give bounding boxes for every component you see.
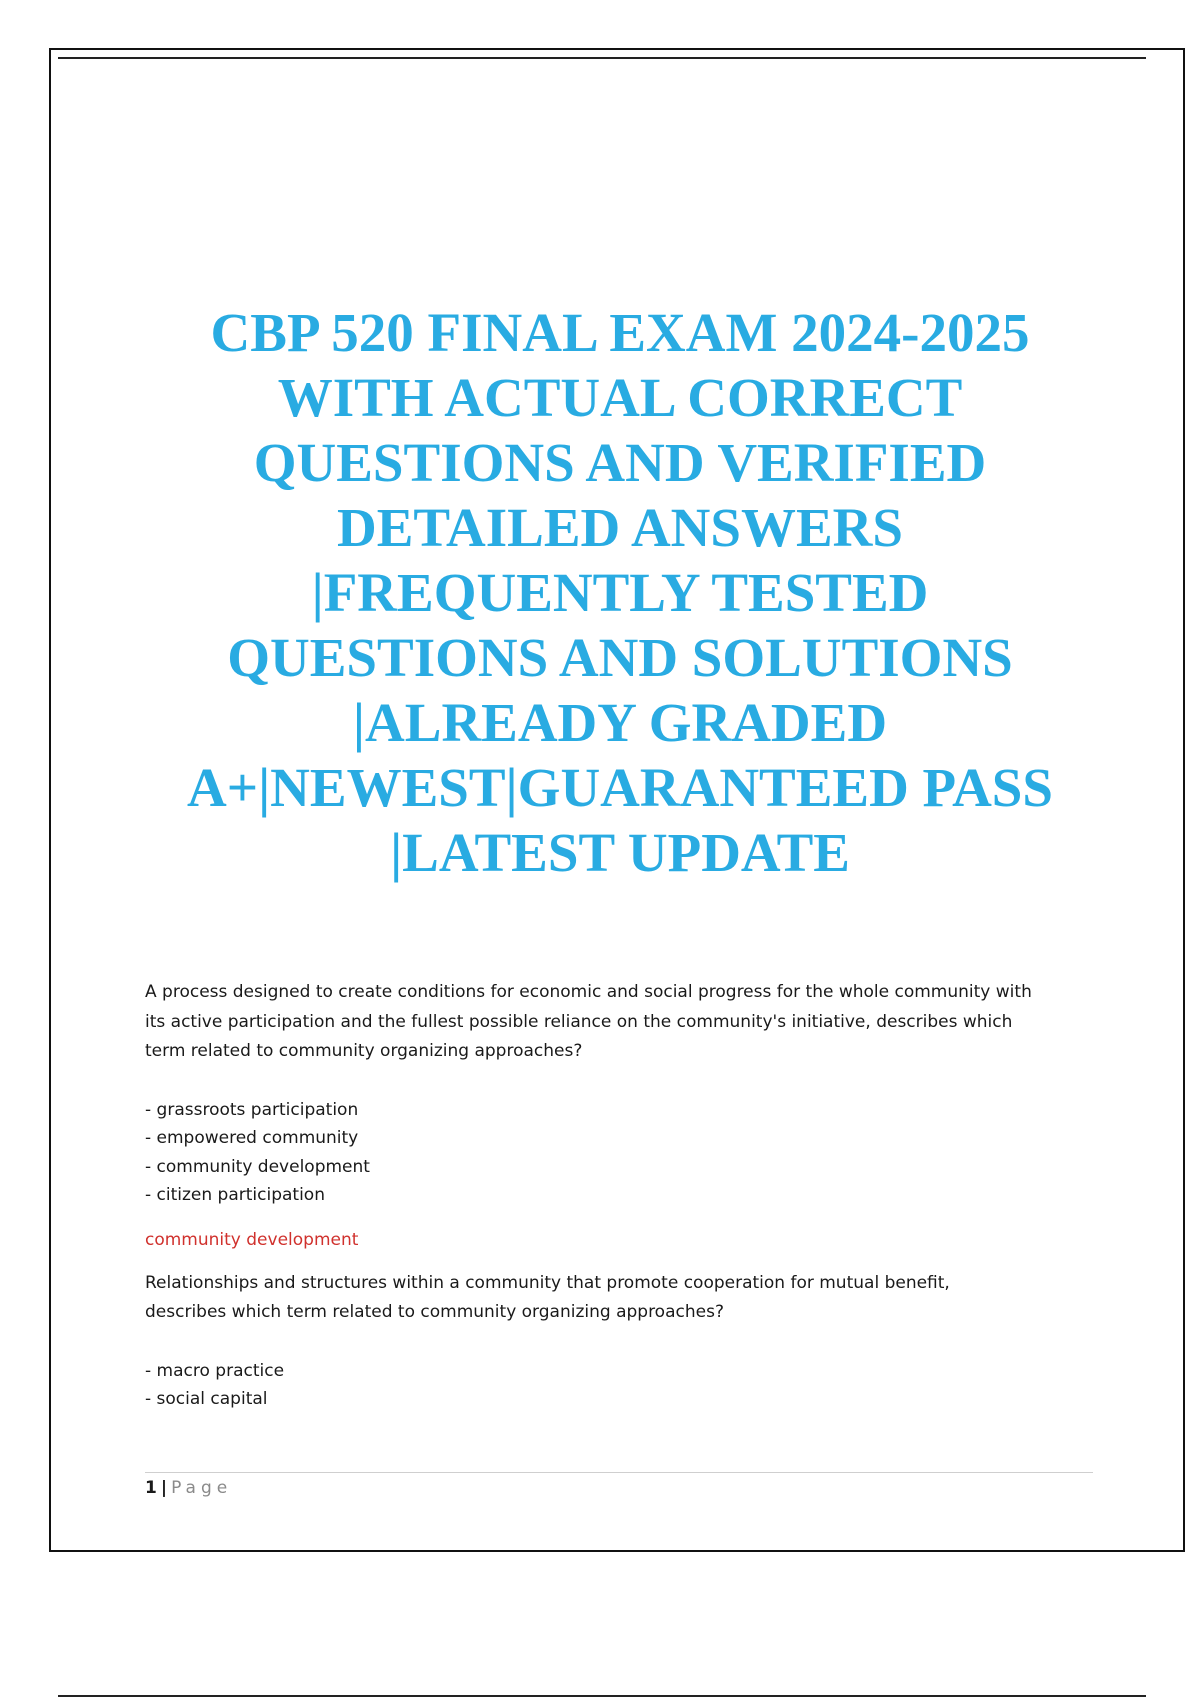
- question-line: term related to community organizing approaches?: [145, 1041, 583, 1061]
- option-item: - social capital: [145, 1389, 268, 1409]
- question-1-answer: community development: [145, 1229, 359, 1250]
- next-page-top-rule: [58, 1695, 1146, 1697]
- question-2-text: [145, 1269, 1105, 1328]
- option-item: - empowered community: [145, 1128, 359, 1148]
- option-item: - community development: [145, 1156, 370, 1177]
- title-line-9: |LATEST UPDATE: [390, 822, 850, 883]
- document-title: [150, 300, 1090, 885]
- question-1: [145, 978, 1105, 1255]
- title-line-3: QUESTIONS AND VERIFIED: [253, 432, 987, 493]
- title-line-2: WITH ACTUAL CORRECT: [277, 367, 963, 428]
- footer-rule: [145, 1472, 1093, 1473]
- question-line: its active participation and the fullest possible reliance on the community's initiative, describes which: [145, 1011, 1013, 1032]
- title-line-5: |FREQUENTLY TESTED: [311, 562, 929, 623]
- title-line-1: CBP 520 FINAL EXAM 2024-2025: [210, 302, 1030, 363]
- question-line: A process designed to create conditions for economic and social progress for the whole community with: [145, 982, 1032, 1002]
- option-item: - citizen participation: [145, 1185, 325, 1205]
- question-line: Relationships and structures within a community that promote cooperation for mutual benefit,: [145, 1272, 950, 1293]
- option-item: - grassroots participation: [145, 1099, 359, 1120]
- question-2: [145, 1269, 1105, 1414]
- exam-content: [145, 978, 1105, 1414]
- title-line-4: DETAILED ANSWERS: [337, 497, 903, 558]
- page-label: Page: [171, 1478, 233, 1498]
- page-number: 1: [145, 1478, 157, 1498]
- title-line-8: A+|NEWEST|GUARANTEED PASS: [187, 757, 1053, 818]
- option-item: - macro practice: [145, 1360, 285, 1381]
- question-line: describes which term related to community organizing approaches?: [145, 1302, 724, 1322]
- page-footer: [145, 1475, 232, 1501]
- question-1-text: [145, 978, 1105, 1067]
- footer-separator: |: [160, 1478, 168, 1498]
- question-2-options: [145, 1357, 1105, 1414]
- title-line-6: QUESTIONS AND SOLUTIONS: [227, 627, 1013, 688]
- title-line-7: |ALREADY GRADED: [352, 692, 888, 753]
- question-1-options: [145, 1096, 1105, 1210]
